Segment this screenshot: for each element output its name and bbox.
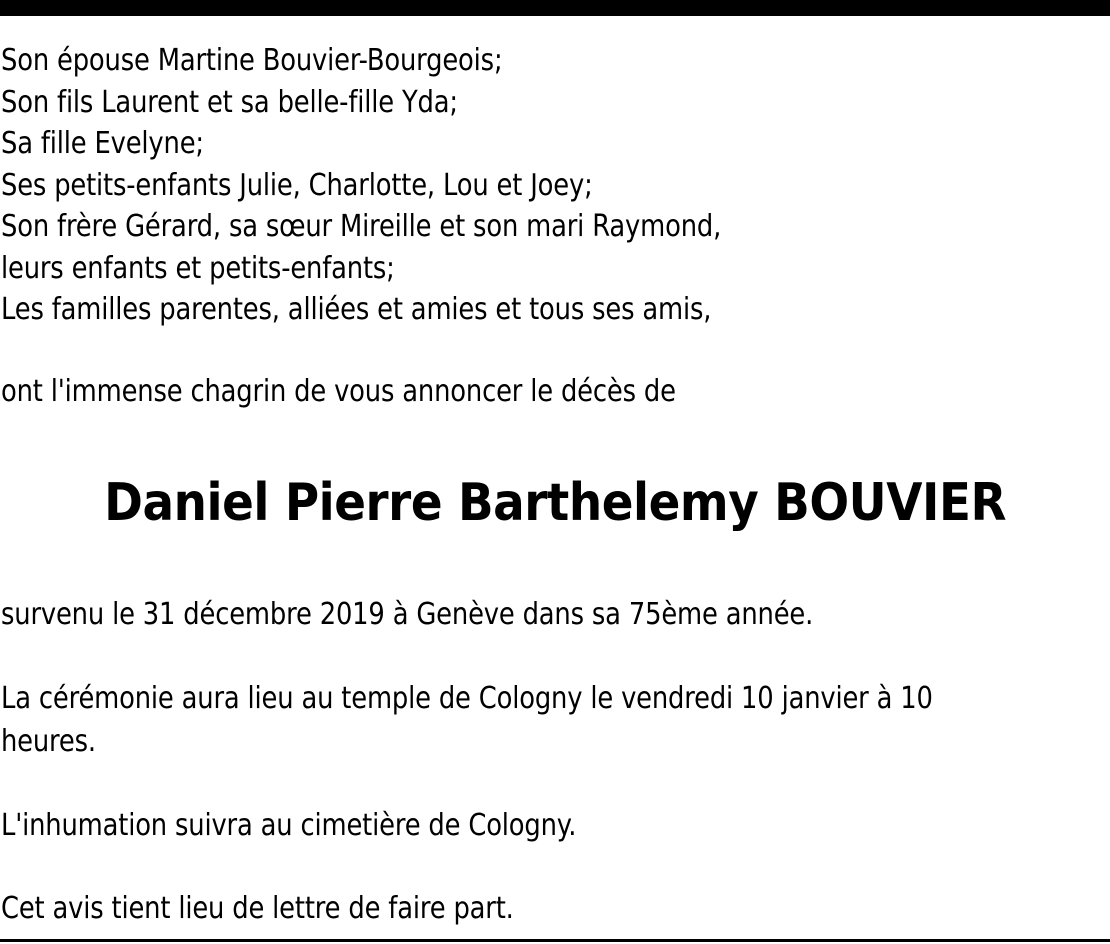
- death-details-text: survenu le 31 décembre 2019 à Genève dans sa 75ème année.: [1, 597, 814, 632]
- bottom-border-rule: [0, 939, 1110, 942]
- family-line-son: Son fils Laurent et sa belle-fille Yda;: [1, 84, 458, 120]
- family-line-grandchildren: Ses petits-enfants Julie, Charlotte, Lou et Joey;: [1, 167, 593, 203]
- family-line-siblings: Son frère Gérard, sa sœur Mireille et son mari Raymond,: [1, 209, 722, 244]
- closing-text: Cet avis tient lieu de lettre de faire part.: [1, 891, 514, 926]
- family-line-relatives: Les familles parentes, alliées et amies et tous ses amis,: [1, 292, 712, 327]
- burial-text: L'inhumation suivra au cimetière de Cologny.: [1, 808, 577, 843]
- top-border-rule: [0, 0, 1110, 16]
- announcement-text: ont l'immense chagrin de vous annoncer le décès de: [1, 374, 676, 409]
- family-member-list: [1, 40, 838, 331]
- deceased-name-text: Daniel Pierre Barthelemy BOUVIER: [104, 473, 1006, 533]
- ceremony-text-line-2: heures.: [1, 724, 96, 759]
- deceased-name-heading: [0, 468, 1110, 538]
- family-line-siblings-children: leurs enfants et petits-enfants;: [1, 250, 395, 286]
- family-line-spouse: Son épouse Martine Bouvier-Bourgeois;: [1, 43, 503, 78]
- family-line-daughter: Sa fille Evelyne;: [1, 126, 204, 161]
- ceremony-text-line-1: La cérémonie aura lieu au temple de Cologny le vendredi 10 janvier à 10: [1, 681, 933, 716]
